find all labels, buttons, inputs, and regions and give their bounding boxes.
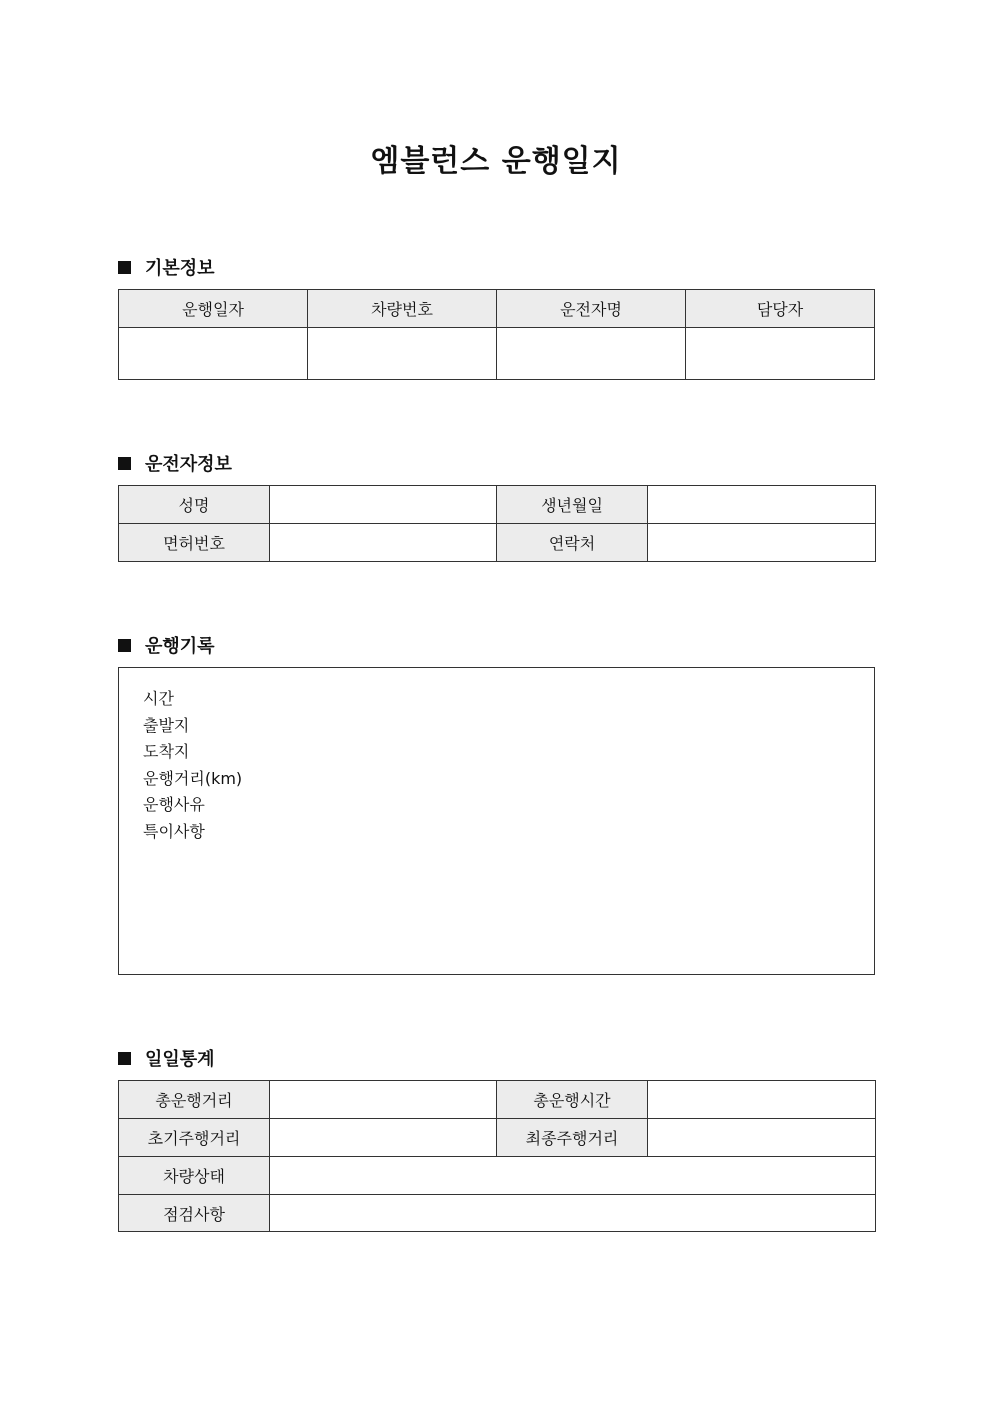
value-cell-final-mileage[interactable]: [648, 1119, 876, 1157]
value-cell-birthdate[interactable]: [648, 486, 876, 524]
value-cell-total-distance[interactable]: [270, 1081, 497, 1119]
section-title: 일일통계: [145, 1049, 215, 1070]
label-cell-vehicle-condition: 차량상태: [119, 1157, 270, 1195]
value-cell-total-time[interactable]: [648, 1081, 876, 1119]
label-cell-final-mileage: 최종주행거리: [497, 1119, 648, 1157]
header-cell-driver-name: 운전자명: [497, 290, 686, 328]
record-line-time: 시간: [143, 689, 174, 708]
basic-info-table: [118, 289, 875, 380]
record-line-remarks: 특이사항: [143, 821, 205, 841]
header-cell-manager: 담당자: [686, 290, 875, 328]
record-line-reason: 운행사유: [143, 795, 205, 815]
square-bullet-icon: [118, 457, 131, 470]
label-cell-name: 성명: [119, 486, 270, 524]
value-cell-manager[interactable]: [686, 328, 875, 380]
record-line-departure: 출발지: [143, 715, 190, 735]
label-cell-total-distance: 총운행거리: [119, 1081, 270, 1119]
document-title: 엠블런스 운행일지: [370, 144, 622, 179]
section-title: 운전자정보: [145, 454, 232, 475]
square-bullet-icon: [118, 261, 131, 274]
section-title: 기본정보: [145, 258, 215, 279]
operation-record-box[interactable]: [118, 667, 875, 975]
label-cell-birthdate: 생년월일: [497, 486, 648, 524]
value-cell-date[interactable]: [119, 328, 308, 380]
value-cell-inspection-notes[interactable]: [270, 1195, 876, 1232]
section-title: 운행기록: [145, 636, 215, 657]
label-cell-initial-mileage: 초기주행거리: [119, 1119, 270, 1157]
label-cell-contact: 연락처: [497, 524, 648, 562]
value-cell-contact[interactable]: [648, 524, 876, 562]
section-heading-driver-info: [118, 450, 232, 476]
header-cell-vehicle-number: 차량번호: [308, 290, 497, 328]
value-cell-initial-mileage[interactable]: [270, 1119, 497, 1157]
record-line-destination: 도착지: [143, 742, 190, 762]
label-cell-license-number: 면허번호: [119, 524, 270, 562]
square-bullet-icon: [118, 639, 131, 652]
value-cell-vehicle-number[interactable]: [308, 328, 497, 380]
section-heading-basic-info: [118, 254, 215, 280]
value-cell-license-number[interactable]: [270, 524, 497, 562]
square-bullet-icon: [118, 1052, 131, 1065]
label-cell-inspection-notes: 점검사항: [119, 1195, 270, 1232]
value-cell-name[interactable]: [270, 486, 497, 524]
value-cell-driver-name[interactable]: [497, 328, 686, 380]
value-cell-vehicle-condition[interactable]: [270, 1157, 876, 1195]
section-heading-daily-stats: [118, 1045, 215, 1071]
section-heading-operation-record: [118, 632, 215, 658]
daily-stats-table: [118, 1080, 876, 1232]
label-cell-total-time: 총운행시간: [497, 1081, 648, 1119]
driver-info-table: [118, 485, 876, 562]
record-line-distance: 운행거리(km): [143, 768, 243, 788]
header-cell-date: 운행일자: [119, 290, 308, 328]
